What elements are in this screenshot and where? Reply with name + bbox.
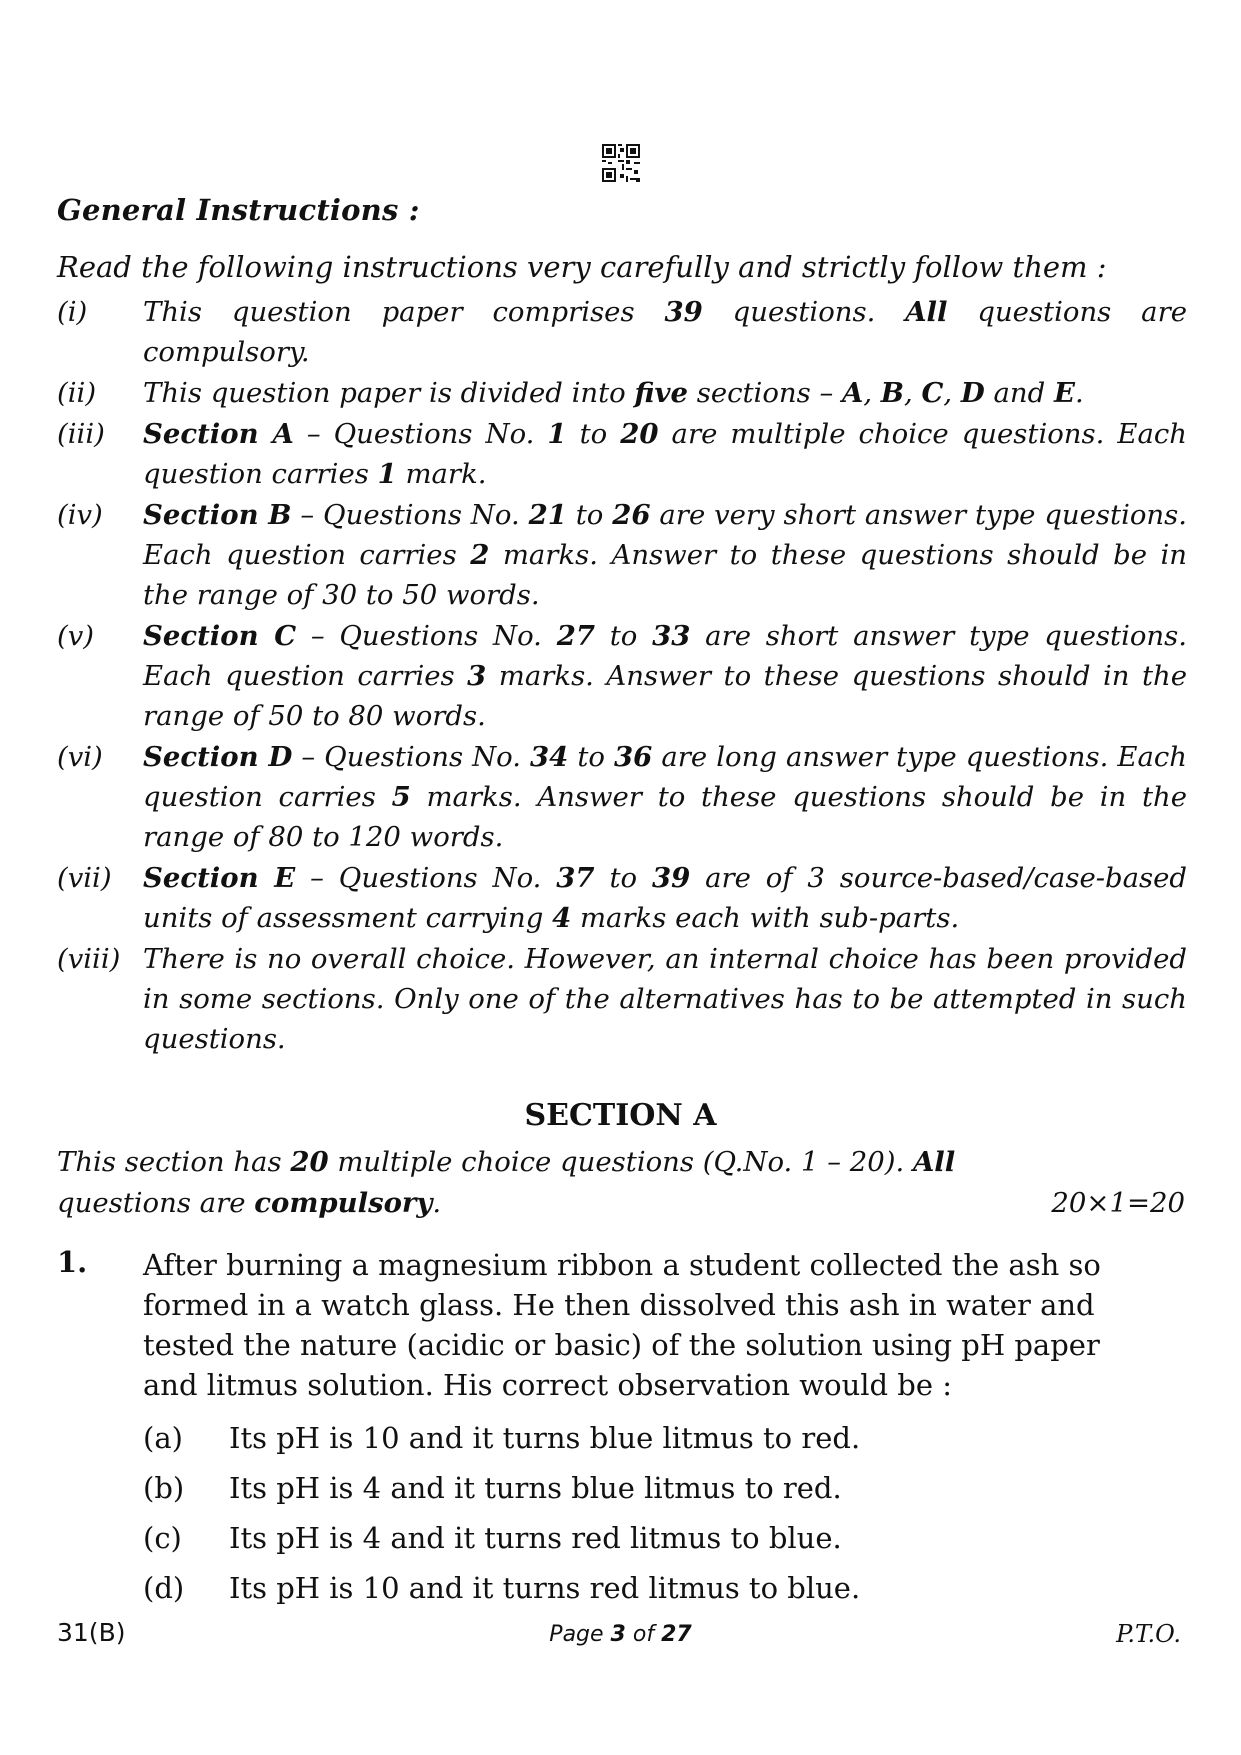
option-text: Its pH is 10 and it turns blue litmus to red.	[229, 1421, 861, 1455]
instruction-text: to	[568, 741, 615, 773]
instruction-item	[57, 373, 1187, 413]
instruction-text: 34	[530, 741, 569, 773]
option-d	[143, 1563, 1187, 1613]
option-a	[143, 1413, 1187, 1463]
instruction-text: 33	[652, 620, 691, 652]
instruction-text: are very short answer type questions. Each question carries	[143, 499, 1187, 571]
instruction-text: – Questions No.	[291, 499, 529, 531]
general-instructions-heading: General Instructions :	[57, 193, 420, 227]
instruction-number: (v)	[57, 620, 94, 652]
option-text: Its pH is 4 and it turns red litmus to blue.	[229, 1521, 842, 1555]
instruction-item	[57, 939, 1187, 1059]
instruction-text: 36	[614, 741, 653, 773]
paper-code: 31(B)	[57, 1618, 126, 1647]
instruction-text: .	[1074, 377, 1084, 409]
instruction-text: Section A	[143, 418, 294, 450]
instruction-text: marks. Answer to these questions should in the range of 50 to 80 words.	[143, 660, 1187, 732]
instruction-text: ,	[863, 377, 881, 409]
instruction-text: to	[566, 418, 621, 450]
instruction-number: (iv)	[57, 499, 103, 531]
instruction-item	[57, 414, 1187, 494]
option-label: (d)	[143, 1571, 185, 1605]
option-text: Its pH is 4 and it turns blue litmus to red.	[229, 1471, 842, 1505]
instruction-text: This question paper comprises	[143, 296, 665, 328]
instruction-text: 1	[547, 418, 567, 450]
instruction-item	[57, 737, 1187, 857]
instruction-text: sections –	[687, 377, 842, 409]
section-description: This section has 20 multiple choice questions (Q.No. 1 – 20). All questions are compulsory. 20×1=20	[57, 1142, 1185, 1224]
instruction-text: Section E	[143, 862, 296, 894]
question-1	[57, 1245, 1187, 1613]
instruction-text: and	[984, 377, 1054, 409]
instruction-text: A	[841, 377, 864, 409]
instruction-text: are short answer type questions. Each question carries	[143, 620, 1187, 692]
instruction-number: (viii)	[57, 943, 121, 975]
instruction-text: 5	[391, 781, 411, 813]
instruction-text: questions.	[702, 296, 906, 328]
instruction-text: marks. Answer to these questions should be in the range of 80 to 120 words.	[143, 781, 1187, 853]
instruction-text: 2	[470, 539, 490, 571]
instruction-text: are of 3 source-based/case-based units of assessment carrying	[143, 862, 1187, 934]
instruction-text: 1	[377, 458, 397, 490]
instruction-number: (iii)	[57, 418, 105, 450]
instruction-text: Section C	[143, 620, 297, 652]
instruction-text: 27	[556, 620, 595, 652]
instruction-text: B	[880, 377, 905, 409]
instruction-text: 37	[556, 862, 595, 894]
instruction-item	[57, 292, 1187, 372]
instruction-text: Section B	[143, 499, 292, 531]
instruction-text: Section D	[143, 741, 293, 773]
instruction-item	[57, 495, 1187, 615]
instruction-text: to	[566, 499, 613, 531]
instruction-text: questions are compulsory.	[143, 296, 1187, 368]
instruction-item	[57, 616, 1187, 736]
instruction-number: (vii)	[57, 862, 112, 894]
question-number: 1.	[57, 1245, 88, 1279]
option-text: Its pH is 10 and it turns red litmus to blue.	[229, 1571, 861, 1605]
instruction-text: are long answer type questions. Each question carries	[143, 741, 1187, 813]
instructions-list	[57, 292, 1187, 1060]
instruction-text: 4	[552, 902, 572, 934]
instruction-text: E	[1053, 377, 1075, 409]
option-c	[143, 1513, 1187, 1563]
instruction-text: to	[594, 620, 653, 652]
instruction-text: to	[594, 862, 652, 894]
instruction-text: 39	[651, 862, 691, 894]
instruction-text: – Questions No.	[292, 741, 531, 773]
instruction-number: (vi)	[57, 741, 103, 773]
instruction-text: marks each with sub-parts.	[571, 902, 960, 934]
instruction-text: ,	[943, 377, 961, 409]
instruction-item	[57, 858, 1187, 938]
instruction-text: There is no overall choice. However, an internal choice has been provided in some sections. Only one of the alternatives has to be attempted in such questions.	[143, 943, 1187, 1055]
instruction-text: 21	[528, 499, 567, 531]
instruction-text: 39	[664, 296, 703, 328]
instruction-text: – Questions No.	[296, 620, 557, 652]
instruction-text: All	[905, 296, 948, 328]
qr-code-icon	[602, 144, 640, 182]
question-text: After burning a magnesium ribbon a student collected the ash so formed in a watch glass. He then dissolved this ash in water and tested the nature (acidic or basic) of the solution using pH paper and litmus solution. His correct observation would be :	[143, 1248, 1101, 1402]
option-b	[143, 1463, 1187, 1513]
instruction-text: – Questions No.	[293, 418, 548, 450]
instruction-text: mark.	[396, 458, 487, 490]
options-list	[143, 1413, 1187, 1613]
instruction-text: ,	[904, 377, 922, 409]
pto-label: P.T.O.	[1116, 1620, 1181, 1648]
instruction-text: five	[634, 377, 688, 409]
instruction-text: 26	[612, 499, 651, 531]
option-label: (a)	[143, 1421, 183, 1455]
instruction-text: This question paper is divided into	[143, 377, 635, 409]
instruction-text: are multiple choice questions. Each question carries	[143, 418, 1187, 490]
instruction-number: (ii)	[57, 377, 97, 409]
instruction-number: (i)	[57, 296, 88, 328]
instruction-text: 3	[467, 660, 487, 692]
section-title: SECTION A	[524, 1098, 717, 1133]
option-label: (b)	[143, 1471, 185, 1505]
instructions-intro: Read the following instructions very carefully and strictly follow them :	[57, 250, 1107, 284]
instruction-text: – Questions No.	[295, 862, 557, 894]
section-marks: 20×1=20	[1051, 1187, 1185, 1219]
instruction-text: 20	[620, 418, 659, 450]
option-label: (c)	[143, 1521, 182, 1555]
page-number: Page 3 of 27	[549, 1622, 692, 1647]
instruction-text: marks. Answer to these questions should be in the range of 30 to 50 words.	[143, 539, 1187, 611]
instruction-text: D	[960, 377, 985, 409]
instruction-text: C	[921, 377, 944, 409]
